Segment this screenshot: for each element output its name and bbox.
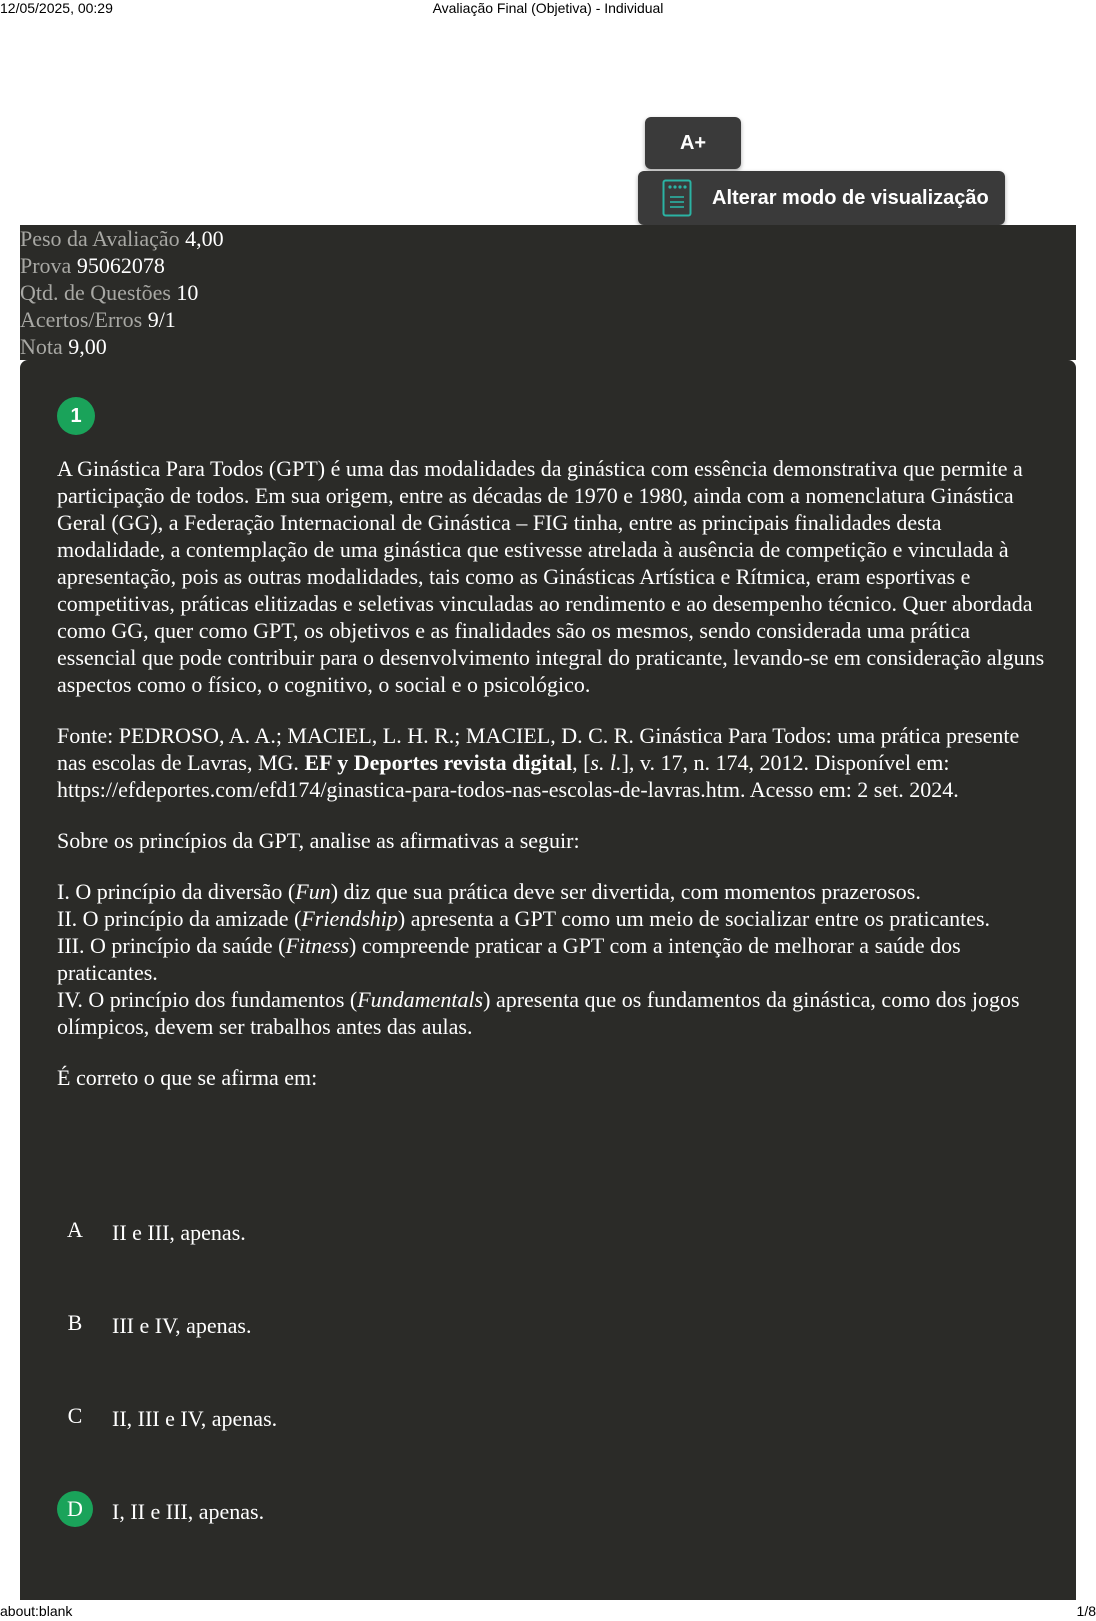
font-increase-button[interactable]: A+ <box>645 117 741 169</box>
summary-exam: Prova 95062078 <box>20 253 165 278</box>
option-letter: C <box>67 1403 83 1428</box>
print-page-number: 1/8 <box>1076 1603 1096 1619</box>
question-closing: É correto o que se afirma em: <box>57 1065 318 1090</box>
summary-grade: Nota 9,00 <box>20 334 107 359</box>
option-text: III e IV, apenas. <box>112 1313 252 1338</box>
option-letter: A <box>67 1217 83 1242</box>
print-footer <box>0 1603 1096 1621</box>
statement-item: III. O princípio da saúde (Fitness) compreende praticar a GPT com a intenção de melhorar a saúde dos praticantes. <box>57 933 961 985</box>
option-text: II, III e IV, apenas. <box>112 1406 278 1431</box>
answer-option-b[interactable] <box>57 1305 957 1343</box>
assessment-summary <box>20 225 1076 360</box>
summary-question-count: Qtd. de Questões 10 <box>20 280 199 305</box>
option-letter-correct: D <box>57 1491 93 1527</box>
statement-item: IV. O princípio dos fundamentos (Fundamentals) apresenta que os fundamentos da ginástica, como dos jogos olímpicos, devem ser trabalhos antes das aulas. <box>57 987 1020 1039</box>
question-paragraph: A Ginástica Para Todos (GPT) é uma das modalidades da ginástica com essência demonstrativa que permite a participação de todos. Em sua origem, entre as décadas de 1970 e 1980, ainda com a nomenclatura Ginástica Geral (GG), a Federação Internacional de Ginástica – FIG tinha, entre as principais finalidades desta modalidade, a contemplação de uma ginástica que estivesse atrelada à ausência de competição e vinculada à apresentação, pois as outras modalidades, tais como as Ginásticas Artística e Rítmica, eram esportivas e competitivas, práticas elitizadas e seletivas vinculadas ao rendimento e ao desempenho técnico. Quer abordada como GG, quer como GPT, os objetivos e as finalidades são os mesmos, sendo considerada uma prática essencial que pode contribuir para o desenvolvimento integral do praticante, levando-se em consideração alguns aspectos como o físico, o cognitivo, o social e o psicológico. <box>57 456 1045 697</box>
print-url: about:blank <box>0 1603 73 1619</box>
option-text: II e III, apenas. <box>112 1220 246 1245</box>
statement-item: I. O princípio da diversão (Fun) diz que sua prática deve ser divertida, com momentos prazerosos. <box>57 879 921 904</box>
statement-list <box>57 878 1052 1040</box>
source-journal: EF y Deportes revista digital <box>304 750 573 775</box>
summary-hits-misses: Acertos/Erros 9/1 <box>20 307 176 332</box>
print-title: Avaliação Final (Objetiva) - Individual <box>432 0 664 16</box>
print-header <box>0 0 1096 18</box>
question-body <box>57 455 1052 1115</box>
statement-item: II. O princípio da amizade (Friendship) apresenta a GPT como um meio de socializar entre os praticantes. <box>57 906 991 931</box>
option-text: I, II e III, apenas. <box>112 1499 265 1524</box>
question-source: Fonte: PEDROSO, A. A.; MACIEL, L. H. R.; MACIEL, D. C. R. Ginástica Para Todos: uma prática presente nas escolas de Lavras, MG. EF y Deportes revista digital, [s. l.], v. 17, n. 174, 2012. Disponível em: https://efdeportes.com/efd174/ginastica-para-todos-nas-escolas-de-lavras.htm. Acesso em: 2 set. 2024. <box>57 723 1020 802</box>
question-number-badge: 1 <box>57 397 95 435</box>
summary-weight: Peso da Avaliação 4,00 <box>20 226 224 251</box>
print-datetime: 12/05/2025, 00:29 <box>0 0 113 16</box>
answer-option-d[interactable] <box>57 1491 957 1529</box>
question-prompt: Sobre os princípios da GPT, analise as afirmativas a seguir: <box>57 828 580 853</box>
view-mode-button[interactable] <box>638 171 1005 225</box>
question-card <box>20 360 1076 1600</box>
option-letter: B <box>67 1310 83 1335</box>
document-icon <box>662 179 692 217</box>
answer-option-c[interactable] <box>57 1398 957 1436</box>
view-mode-label: Alterar modo de visualização <box>712 186 989 209</box>
answer-option-a[interactable] <box>57 1212 957 1250</box>
